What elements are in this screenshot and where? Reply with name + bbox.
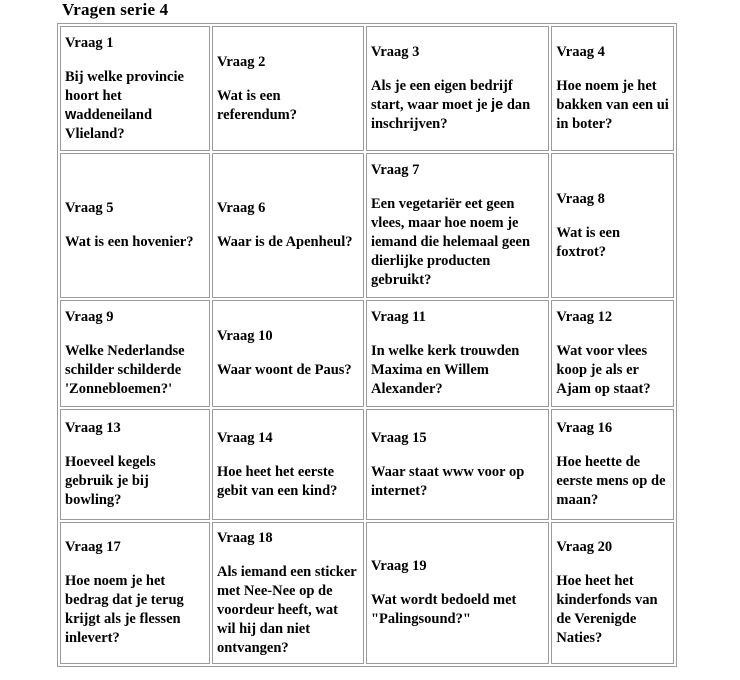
question-text-segment: In welke kerk trouwden Maxima en Willem Alexander? [370,343,520,397]
question-cell-2 [212,26,364,151]
question-text-segment: Hoe heet het kinderfonds van de Verenigde Naties? [556,573,658,646]
question-text [65,453,205,510]
question-cell-20 [551,522,674,664]
question-text-segment: Wat voor vlees koop je als er Ajam op staat? [556,343,651,397]
question-row [60,153,674,298]
question-text-segment: Als iemand een sticker met Nee-Nee op de voordeur heeft, wat wil hij dan niet ontvangen? [216,563,357,656]
question-number: Vraag 8 [556,190,605,207]
question-number: Vraag 11 [370,309,426,325]
question-text [65,342,205,399]
question-text-segment: Wat is een foxtrot? [556,224,621,260]
question-text [556,453,669,510]
questions-table-body [60,26,674,664]
question-number: Vraag 20 [556,539,613,555]
question-text [65,233,205,252]
question-text-sans-segment: je [491,97,504,113]
question-text [556,77,669,134]
question-cell-1 [60,26,210,151]
question-number: Vraag 2 [216,53,266,70]
question-text-segment: Waar staat www voor op internet? [370,463,525,499]
question-number: Vraag 14 [216,429,273,446]
questions-table [57,23,677,667]
question-number: Vraag 12 [556,309,613,325]
question-text [371,591,544,629]
question-text [556,224,669,262]
question-text-segment: Welke Nederlandse schilder schilderde 'Zonnebloemen?' [65,343,185,397]
question-text-sans-segment: w [65,106,77,123]
question-number: Vraag 18 [216,529,273,546]
question-cell-15 [366,409,549,520]
question-text-segment: dan inschrijven? [370,97,531,132]
question-number: Vraag 10 [216,328,273,344]
question-text [556,572,669,648]
question-number: Vraag 5 [65,200,114,216]
question-number: Vraag 1 [65,34,114,51]
question-text [371,77,544,134]
question-text-segment: Hoe heet het eerste gebit van een kind? [216,463,338,499]
question-cell-12 [551,300,674,407]
question-cell-7 [366,153,549,298]
question-row [60,522,674,664]
question-text-segment: Bij welke provincie hoort het [65,68,184,104]
page-title: Vragen serie 4 [62,0,169,19]
question-text [371,195,544,290]
question-number: Vraag 4 [556,44,605,60]
question-text [65,68,205,144]
question-cell-3 [366,26,549,151]
question-number: Vraag 3 [370,44,420,60]
question-text-segment: addeneiland Vlieland? [65,106,153,142]
question-cell-8 [551,153,674,298]
question-text-segment: Als je een eigen bedrijf start, waar moet je [370,78,513,113]
question-cell-9 [60,300,210,407]
question-cell-14 [212,409,364,520]
question-cell-16 [551,409,674,520]
question-text [65,572,205,648]
question-number: Vraag 19 [370,558,427,574]
question-text-segment: Wat wordt bedoeld met "Palingsound?" [370,592,517,627]
question-cell-4 [551,26,674,151]
question-text-segment: Hoe noem je het bedrag dat je terug krijgt als je flessen inlevert? [65,573,184,646]
question-row [60,26,674,151]
question-cell-6 [212,153,364,298]
question-text-segment: Wat is een referendum? [216,87,297,123]
question-number: Vraag 6 [216,200,266,216]
question-text [217,463,359,501]
question-row [60,409,674,520]
question-text [217,563,359,658]
question-text-segment: Waar woont de Paus? [216,362,352,378]
question-cell-11 [366,300,549,407]
question-cell-19 [366,522,549,664]
question-cell-17 [60,522,210,664]
question-text-segment: Waar is de Apenheul? [216,234,353,250]
question-cell-5 [60,153,210,298]
question-number: Vraag 16 [556,420,613,436]
question-cell-18 [212,522,364,664]
question-text-segment: Een vegetariër eet geen vlees, maar hoe noem je iemand die helemaal geen dierlijke producten gebruikt? [370,196,531,288]
question-text [217,87,359,125]
question-cell-10 [212,300,364,407]
question-number: Vraag 15 [370,429,427,446]
question-number: Vraag 7 [370,162,420,178]
question-text-segment: Hoe heette de eerste mens op de maan? [556,454,666,508]
question-number: Vraag 13 [65,420,121,436]
question-text-segment: Hoeveel kegels gebruik je bij bowling? [65,454,156,508]
question-row [60,300,674,407]
question-text [371,463,544,501]
question-number: Vraag 17 [65,539,121,555]
question-text-segment: Hoe noem je het bakken van een ui in boter? [556,78,669,132]
question-text [217,361,359,380]
question-text [217,233,359,252]
question-text-segment: Wat is een hovenier? [65,234,194,250]
question-cell-13 [60,409,210,520]
question-text [556,342,669,399]
question-number: Vraag 9 [65,309,114,325]
question-text [371,342,544,399]
